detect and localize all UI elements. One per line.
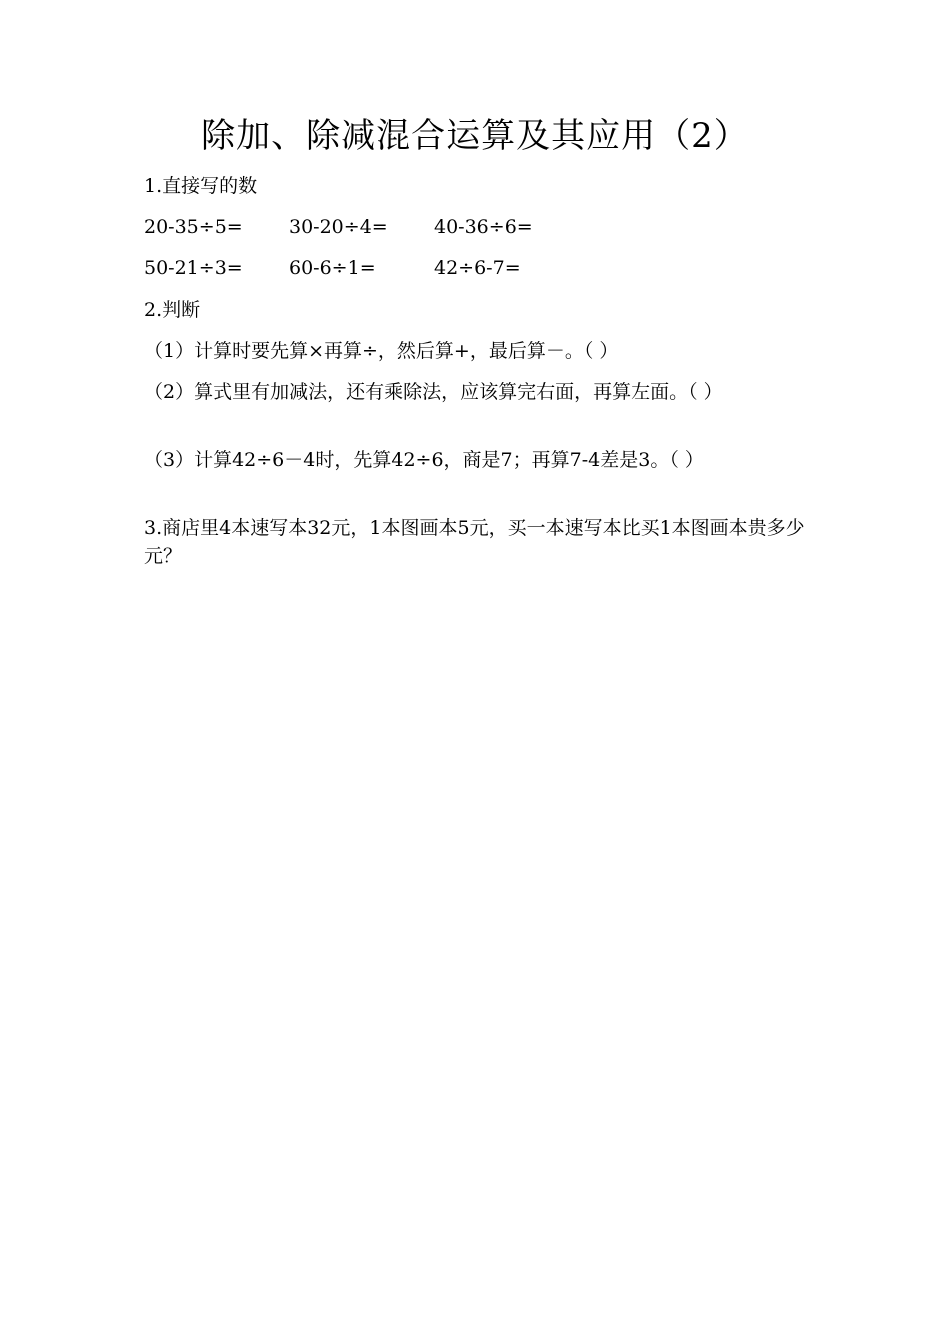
calc-item: 60-6÷1= — [289, 257, 376, 279]
judgement-item-1: （1）计算时要先算×再算÷，然后算+，最后算－。（ ） — [144, 340, 619, 362]
judgement-item-3: （3）计算42÷6－4时，先算42÷6，商是7；再算7-4差是3。（ ） — [144, 449, 704, 471]
calc-item: 50-21÷3= — [144, 257, 243, 279]
section-1-heading: 1.直接写的数 — [144, 175, 258, 197]
document-title: 除加、除减混合运算及其应用（2） — [201, 116, 749, 156]
judgement-item-2: （2）算式里有加减法，还有乘除法，应该算完右面，再算左面。（ ） — [144, 381, 723, 403]
calc-item: 30-20÷4= — [289, 216, 388, 238]
word-problem: 3.商店里4本速写本32元，1本图画本5元，买一本速写本比买1本图画本贵多少元？ — [144, 517, 805, 567]
calc-item: 40-36÷6= — [434, 216, 533, 238]
section-2-heading: 2.判断 — [144, 299, 201, 321]
calc-item: 20-35÷5= — [144, 216, 243, 238]
calc-item: 42÷6-7= — [434, 257, 521, 279]
